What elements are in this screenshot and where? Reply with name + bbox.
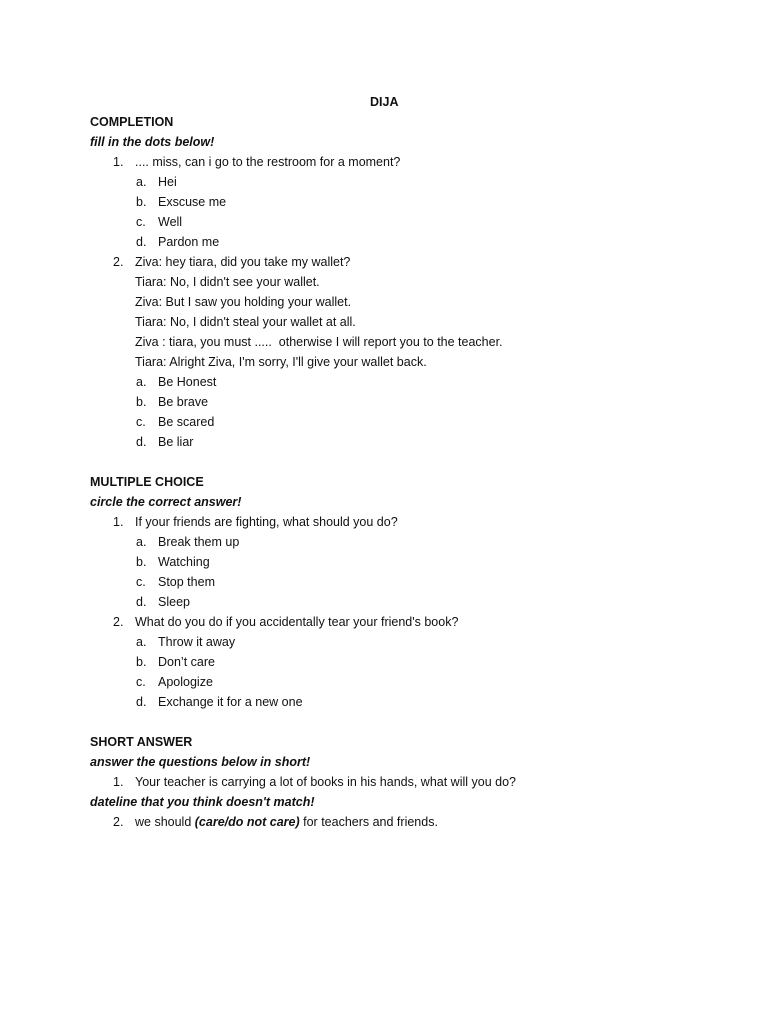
- dialogue-line: Ziva: But I saw you holding your wallet.: [135, 295, 352, 309]
- dialogue-line: Ziva : tiara, you must ..... otherwise I will report you to the teacher.: [135, 335, 503, 349]
- section-instruction-dateline: dateline that you think doesn't match!: [90, 795, 315, 809]
- option-letter: b.: [136, 395, 147, 409]
- option-letter: a.: [136, 635, 147, 649]
- option-text: Be Honest: [158, 375, 217, 389]
- option-text: Exscuse me: [158, 195, 227, 209]
- question-text-before: we should: [135, 815, 195, 829]
- option-letter: b.: [136, 555, 147, 569]
- option-letter: b.: [136, 195, 147, 209]
- option-letter: c.: [136, 575, 146, 589]
- question-number: 1.: [113, 155, 124, 169]
- section-instruction-short-answer: answer the questions below in short!: [90, 755, 311, 769]
- option-text: Be scared: [158, 415, 215, 429]
- section-instruction-completion: fill in the dots below!: [90, 135, 215, 149]
- option-letter: d.: [136, 695, 147, 709]
- section-heading-completion: COMPLETION: [90, 115, 174, 129]
- question-text-emphasis: (care/do not care): [194, 815, 300, 829]
- option-letter: c.: [136, 215, 146, 229]
- option-letter: c.: [136, 675, 146, 689]
- option-text: Pardon me: [158, 235, 220, 249]
- option-letter: a.: [136, 175, 147, 189]
- question-number: 2.: [113, 815, 124, 829]
- option-text: Exchange it for a new one: [158, 695, 303, 709]
- option-text: Hei: [158, 175, 177, 189]
- question-number: 2.: [113, 615, 124, 629]
- question-text: .... miss, can i go to the restroom for a moment?: [135, 155, 401, 169]
- section-heading-short-answer: SHORT ANSWER: [90, 735, 193, 749]
- question-text: Your teacher is carrying a lot of books in his hands, what will you do?: [135, 775, 516, 789]
- question-text: What do you do if you accidentally tear your friend's book?: [135, 615, 459, 629]
- question-text: If your friends are fighting, what should you do?: [135, 515, 398, 529]
- question-number: 1.: [113, 775, 124, 789]
- section-instruction-multiple-choice: circle the correct answer!: [90, 495, 242, 509]
- option-letter: d.: [136, 435, 147, 449]
- question-text-after: for teachers and friends.: [299, 815, 438, 829]
- section-heading-multiple-choice: MULTIPLE CHOICE: [90, 475, 204, 489]
- option-letter: d.: [136, 595, 147, 609]
- option-text: Sleep: [158, 595, 190, 609]
- option-letter: d.: [136, 235, 147, 249]
- option-letter: a.: [136, 535, 147, 549]
- dialogue-line: Tiara: No, I didn't steal your wallet at all.: [135, 315, 356, 329]
- option-text: Throw it away: [158, 635, 236, 649]
- option-letter: b.: [136, 655, 147, 669]
- dialogue-line: Tiara: Alright Ziva, I'm sorry, I'll give your wallet back.: [135, 355, 427, 369]
- option-text: Don’t care: [158, 655, 215, 669]
- option-letter: c.: [136, 415, 146, 429]
- option-text: Break them up: [158, 535, 240, 549]
- dialogue-line: Tiara: No, I didn't see your wallet.: [135, 275, 320, 289]
- option-text: Be brave: [158, 395, 209, 409]
- page-title: DIJA: [370, 95, 399, 109]
- question-text: [135, 814, 438, 830]
- option-letter: a.: [136, 375, 147, 389]
- option-text: Be liar: [158, 435, 194, 449]
- dialogue-line: Ziva: hey tiara, did you take my wallet?: [135, 255, 351, 269]
- option-text: Stop them: [158, 575, 215, 589]
- option-text: Apologize: [158, 675, 213, 689]
- option-text: Well: [158, 215, 183, 229]
- option-text: Watching: [158, 555, 210, 569]
- question-number: 2.: [113, 255, 124, 269]
- question-number: 1.: [113, 515, 124, 529]
